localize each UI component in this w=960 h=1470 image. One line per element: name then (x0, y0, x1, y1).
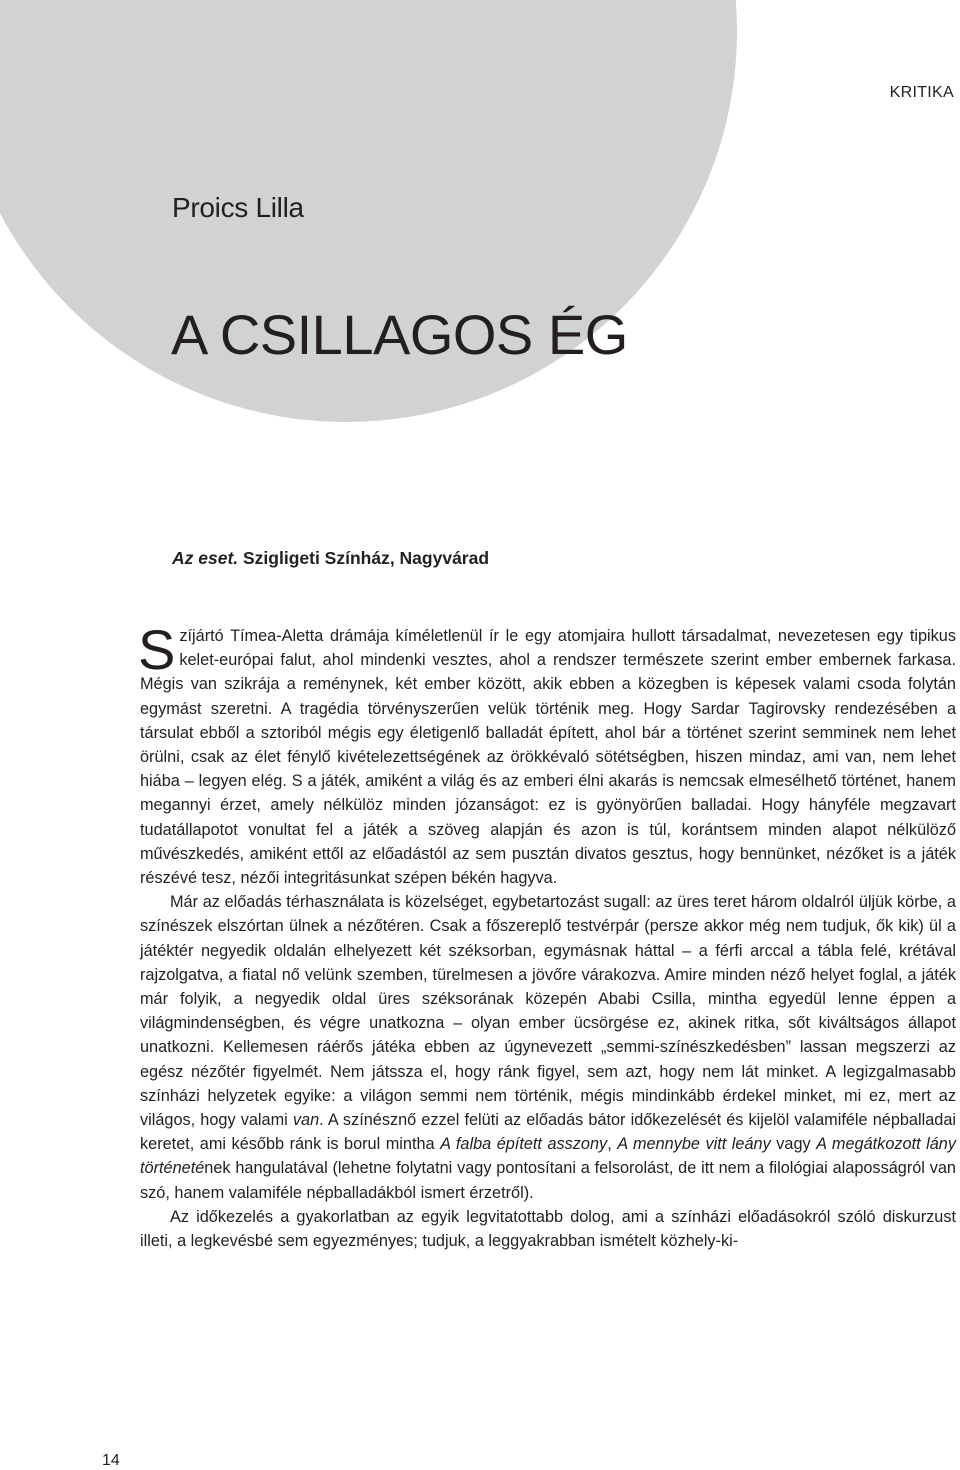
text-run: vagy (770, 1135, 817, 1154)
text-run: nek hangulatával (lehetne folytatni vagy pontosítani a felsorolást, de itt nem a filológiai alaposságról van szó, hanem valamiféle népballadákból ismert érzetről). (140, 1159, 956, 1202)
article-author: Proics Lilla (172, 192, 304, 223)
subtitle-italic: Az eset. (172, 548, 239, 568)
article-body (138, 618, 956, 1253)
italic-text-run: A falba épített asszony (440, 1135, 608, 1154)
article-subtitle (172, 548, 489, 569)
text-run: Már az előadás térhasználata is közelséget, egybetartozást sugall: az üres teret három oldalról üljük körbe, a színészek elszórtan ülnek a nézőtéren. Csak a főszereplő testvérpár (persze akkor még nem tudjuk, ők kik) ül a játéktér negyedik oldalán elhelyezett két széksorban, egymásnak háttal – a férfi arccal a tábla felé, krétával rajzolgatva, a fiatal nő velünk szemben, türelmesen a jövőre várakozva. Amire minden néző helyet foglal, a játék már folyik, a negyedik oldal üres széksorának közepén Ababi Csilla, mintha egyedül lenne éppen a világmindenségben, és végre unatkozna – olyan ember ücsörgése ez, akinek ritka, sőt kiváltságos állapot unatkozni. Kellemesen ráérős játéka ebben az úgynevezett „semmi-színészkedésben” lassan megszerzi az egész nézőtér figyelmét. Nem játssza el, hogy ránk figyel, sem azt, hogy nem lát minket. A legizgalmasabb színházi helyzetek egyike: a világon semmi nem történik, mégis mindinkább érdekel minket, mi ez, mert az világos, hogy valami (140, 893, 956, 1130)
italic-text-run: A megátkozott lány történeté (140, 1135, 956, 1178)
paragraph (140, 890, 956, 1205)
paragraph (138, 618, 956, 890)
paragraph (140, 1205, 956, 1253)
text-run: zíjártó Tímea-Aletta drámája kíméletlenül ír le egy atomjaira hullott társadalmat, nevezetesen egy tipikus kelet-európai falut, ahol mindenki vesztes, ahol a rendszer természete szerint ember embernek farkasa. Mégis van szikrája a reménynek, két ember között, akik ebben a közegben is képesek valami csoda folytán egymást szeretni. A tragédia törvényszerűen velük történik meg. Hogy Sardar Tagirovsky rendezésében a társulat ebből a sztoriból mégis egy életigenlő balladát épített, ahol bár a történet szerint semminek nem lehet örülni, csak az élet fénylő kivételezettségének az örökkévaló sötétségben, hiszen mindaz, ami van, nem lehet hiába – legyen elég. S a játék, amiként a világ és az emberi élni akarás is nemcsak elmesélhető történet, hanem megannyi érzet, amely nélkülöz minden józanságot: ez is gyönyörűen balladai. Hogy hányféle megzavart tudatállapotot vonultat fel a játék a szöveg alapján és azon is túl, korántsem minden alapot nélkülöző művészkedés, amiként ettől az előadástól az sem pusztán divatos gesztus, hogy bennünket, nézőket is a játék részévé tesz, nézői integritásunkat szépen békén hagyva. (140, 627, 956, 888)
subtitle-rest: Szigligeti Színház, Nagyvárad (238, 548, 490, 568)
section-label: KRITIKA (889, 84, 954, 101)
page-number: 14 (102, 1452, 120, 1469)
text-run: Az időkezelés a gyakorlatban az egyik legvitatottabb dolog, ami a színházi előadásokról szóló diskurzust illeti, a legkevésbé sem egyezményes; tudjuk, a leggyakrabban ismételt közhely-ki- (140, 1207, 956, 1251)
text-run: . A színésznő ezzel felüti az előadás bátor időkezelését és kijelöl valamiféle népballadai keretet, ami később ránk is borul mintha (140, 1111, 956, 1154)
text-run: , (607, 1135, 618, 1154)
italic-text-run: van (292, 1111, 320, 1130)
drop-cap: S (138, 618, 176, 681)
italic-text-run: A mennybe vitt leány (617, 1135, 771, 1154)
article-title: A CSILLAGOS ÉG (171, 303, 628, 366)
